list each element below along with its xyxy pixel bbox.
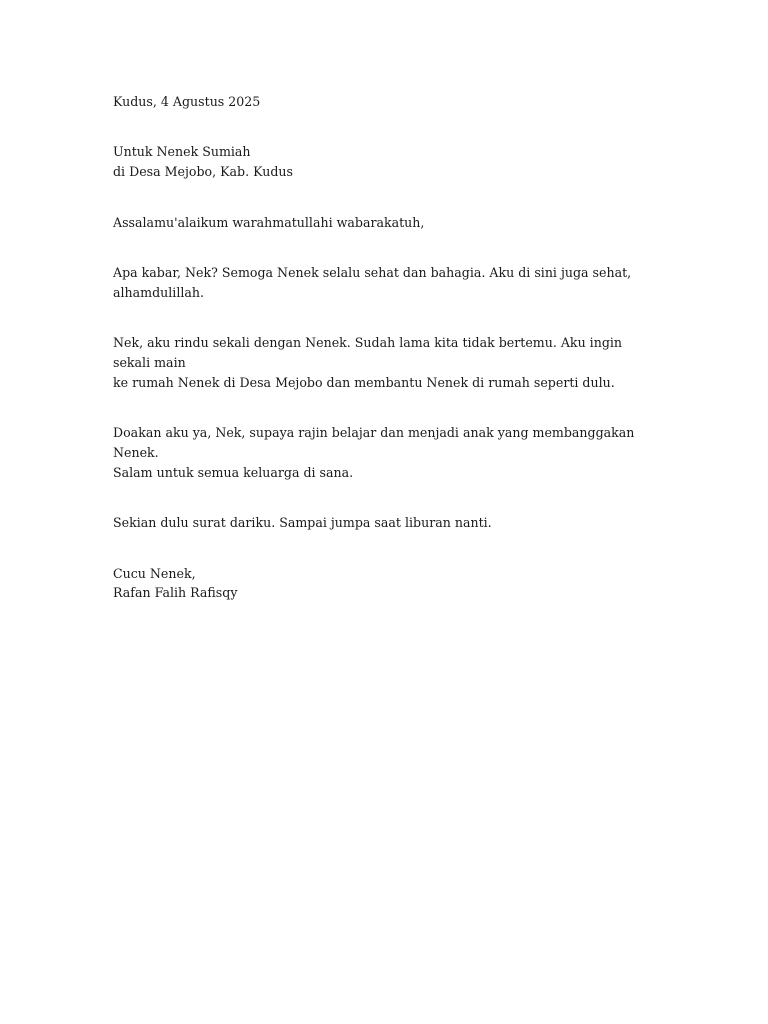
recipient-address-line: di Desa Mejobo, Kab. Kudus (113, 164, 293, 180)
recipient-line: Untuk Nenek Sumiah (113, 144, 251, 160)
letter-body (113, 92, 653, 603)
signoff-salutation: Cucu Nenek, (113, 565, 196, 581)
paragraph-2-line: ke rumah Nenek di Desa Mejobo dan membantu Nenek di rumah seperti dulu. (113, 374, 615, 390)
paragraph-1 (113, 263, 653, 303)
paragraph-3 (113, 423, 653, 482)
paragraph-3-line: Salam untuk semua keluarga di sana. (113, 464, 354, 480)
paragraph-2 (113, 333, 653, 392)
recipient-block (113, 142, 653, 182)
paragraph-2-line: Nek, aku rindu sekali dengan Nenek. Sudah lama kita tidak bertemu. Aku ingin sekali main (113, 335, 623, 370)
letter-greeting: Assalamu'alaikum warahmatullahi wabarakatuh, (113, 214, 425, 230)
closing-sentence: Sekian dulu surat dariku. Sampai jumpa saat liburan nanti. (113, 515, 492, 531)
paragraph-3-line: Doakan aku ya, Nek, supaya rajin belajar dan menjadi anak yang membanggakan Nenek. (113, 425, 635, 460)
signoff-block (113, 564, 653, 604)
signoff-name: Rafan Falih Rafisqy (113, 585, 238, 601)
paragraph-1-line: alhamdulillah. (113, 284, 205, 300)
paragraph-1-line: Apa kabar, Nek? Semoga Nenek selalu sehat dan bahagia. Aku di sini juga sehat, (113, 264, 632, 280)
letter-date: Kudus, 4 Agustus 2025 (113, 94, 261, 109)
